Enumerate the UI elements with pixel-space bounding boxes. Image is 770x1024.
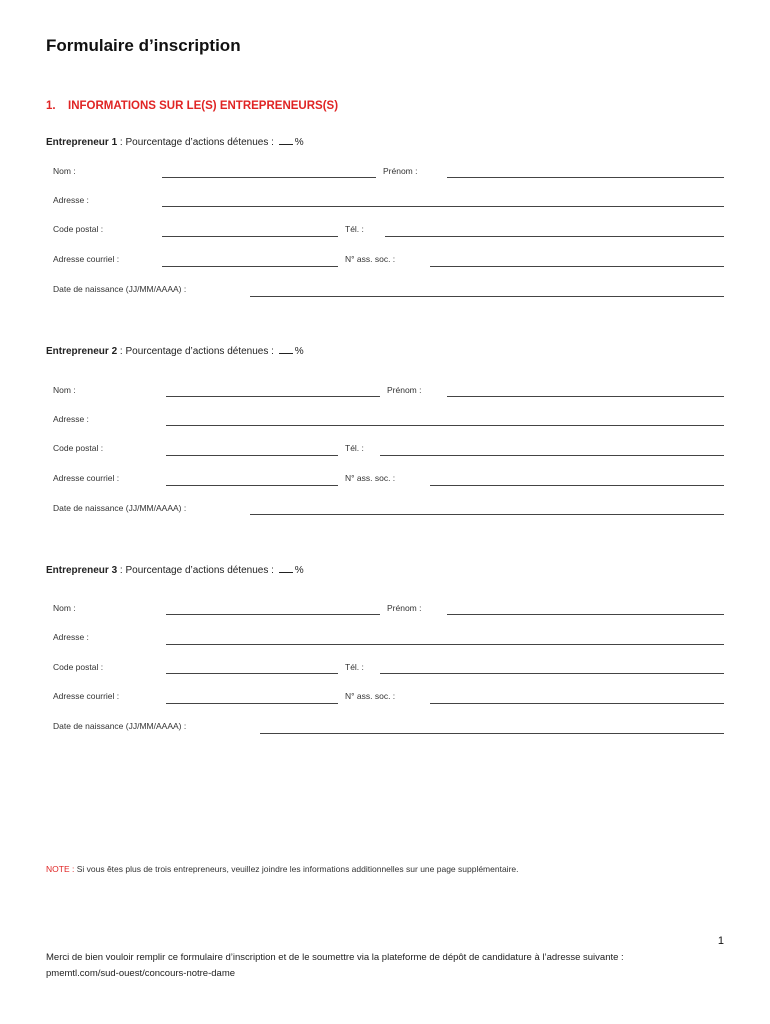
entrepreneur-2-nas-label: N° ass. soc. :: [345, 473, 396, 483]
entrepreneur-3-adresse-field[interactable]: [166, 644, 724, 645]
note-text: Si vous êtes plus de trois entrepreneurs, veuillez joindre les informations additionnelles sur une page supplémentaire.: [74, 864, 519, 874]
entrepreneur-1-naissance-field[interactable]: [250, 296, 724, 297]
entrepreneur-1-pct-unit: %: [294, 137, 304, 148]
entrepreneur-3-prenom-label: Prénom :: [387, 603, 422, 613]
entrepreneur-3-naissance-label: Date de naissance (JJ/MM/AAAA) :: [53, 721, 187, 731]
section-label: INFORMATIONS SUR LE(S) ENTREPRENEURS(S): [68, 100, 339, 112]
entrepreneur-2-tel-field[interactable]: [380, 455, 724, 456]
entrepreneur-1-code-postal-label: Code postal :: [53, 224, 104, 234]
entrepreneur-3-code-postal-label: Code postal :: [53, 662, 104, 672]
entrepreneur-3-courriel-field[interactable]: [166, 703, 338, 704]
entrepreneur-1-nas-label: N° ass. soc. :: [345, 254, 396, 264]
entrepreneur-3-pct-label: : Pourcentage d’actions détenues :: [117, 565, 277, 576]
footer-instructions: Merci de bien vouloir remplir ce formulaire d’inscription et de le soumettre via la plateforme de dépôt de candidature à l’adresse suivante :: [46, 952, 624, 963]
entrepreneur-2-name: Entrepreneur 2: [46, 346, 118, 357]
entrepreneur-3-code-postal-field[interactable]: [166, 673, 338, 674]
entrepreneur-2-naissance-label: Date de naissance (JJ/MM/AAAA) :: [53, 503, 187, 513]
entrepreneur-2-adresse-field[interactable]: [166, 425, 724, 426]
page-title: Formulaire d’inscription: [46, 36, 241, 55]
entrepreneur-3-prenom-field[interactable]: [447, 614, 724, 615]
footer-url: pmemtl.com/sud-ouest/concours-notre-dame: [46, 968, 236, 979]
entrepreneur-3-naissance-field[interactable]: [260, 733, 724, 734]
entrepreneur-2-prenom-label: Prénom :: [387, 385, 422, 395]
entrepreneur-1-prenom-field[interactable]: [447, 177, 724, 178]
footer: [46, 950, 624, 982]
entrepreneur-1-name: Entrepreneur 1: [46, 137, 118, 148]
entrepreneur-3-pct-field[interactable]: [279, 563, 293, 573]
entrepreneur-2-pct-label: : Pourcentage d’actions détenues :: [117, 346, 277, 357]
entrepreneur-2-pct-field[interactable]: [279, 344, 293, 354]
entrepreneur-3-nas-field[interactable]: [430, 703, 724, 704]
entrepreneur-2-nom-field[interactable]: [166, 396, 380, 397]
entrepreneur-2-courriel-label: Adresse courriel :: [53, 473, 120, 483]
entrepreneur-3-heading: [46, 563, 304, 576]
entrepreneur-2-prenom-field[interactable]: [447, 396, 724, 397]
entrepreneur-3-pct-unit: %: [294, 565, 304, 576]
entrepreneur-3-tel-label: Tél. :: [345, 662, 364, 672]
entrepreneur-2-tel-label: Tél. :: [345, 443, 364, 453]
section-number: 1.: [46, 100, 56, 112]
entrepreneur-1-nas-field[interactable]: [430, 266, 724, 267]
entrepreneur-1-courriel-label: Adresse courriel :: [53, 254, 120, 264]
entrepreneur-2-adresse-label: Adresse :: [53, 414, 89, 424]
entrepreneur-2-naissance-field[interactable]: [250, 514, 724, 515]
entrepreneur-1-tel-label: Tél. :: [345, 224, 364, 234]
entrepreneur-1-heading: [46, 135, 304, 148]
entrepreneur-1-adresse-field[interactable]: [162, 206, 724, 207]
entrepreneur-1-naissance-label: Date de naissance (JJ/MM/AAAA) :: [53, 284, 187, 294]
entrepreneur-3-nom-label: Nom :: [53, 603, 76, 613]
entrepreneur-1-tel-field[interactable]: [385, 236, 724, 237]
entrepreneur-2-nas-field[interactable]: [430, 485, 724, 486]
entrepreneur-1-nom-field[interactable]: [162, 177, 376, 178]
entrepreneur-3-adresse-label: Adresse :: [53, 632, 89, 642]
entrepreneur-2-nom-label: Nom :: [53, 385, 76, 395]
note: [46, 864, 519, 874]
entrepreneur-2-code-postal-label: Code postal :: [53, 443, 104, 453]
page-number: 1: [717, 935, 724, 947]
entrepreneur-2-pct-unit: %: [294, 346, 304, 357]
entrepreneur-2-code-postal-field[interactable]: [166, 455, 338, 456]
entrepreneur-3-name: Entrepreneur 3: [46, 565, 118, 576]
entrepreneur-3-nas-label: N° ass. soc. :: [345, 691, 396, 701]
entrepreneur-1-code-postal-field[interactable]: [162, 236, 338, 237]
section-heading: [46, 100, 338, 112]
entrepreneur-3-tel-field[interactable]: [380, 673, 724, 674]
entrepreneur-3-nom-field[interactable]: [166, 614, 380, 615]
entrepreneur-1-adresse-label: Adresse :: [53, 195, 89, 205]
entrepreneur-1-pct-label: : Pourcentage d’actions détenues :: [117, 137, 277, 148]
entrepreneur-1-courriel-field[interactable]: [162, 266, 338, 267]
entrepreneur-2-heading: [46, 344, 304, 357]
entrepreneur-1-pct-field[interactable]: [279, 135, 293, 145]
entrepreneur-1-prenom-label: Prénom :: [383, 166, 418, 176]
entrepreneur-3-courriel-label: Adresse courriel :: [53, 691, 120, 701]
entrepreneur-1-nom-label: Nom :: [53, 166, 76, 176]
note-label: NOTE :: [46, 864, 75, 874]
entrepreneur-2-courriel-field[interactable]: [166, 485, 338, 486]
